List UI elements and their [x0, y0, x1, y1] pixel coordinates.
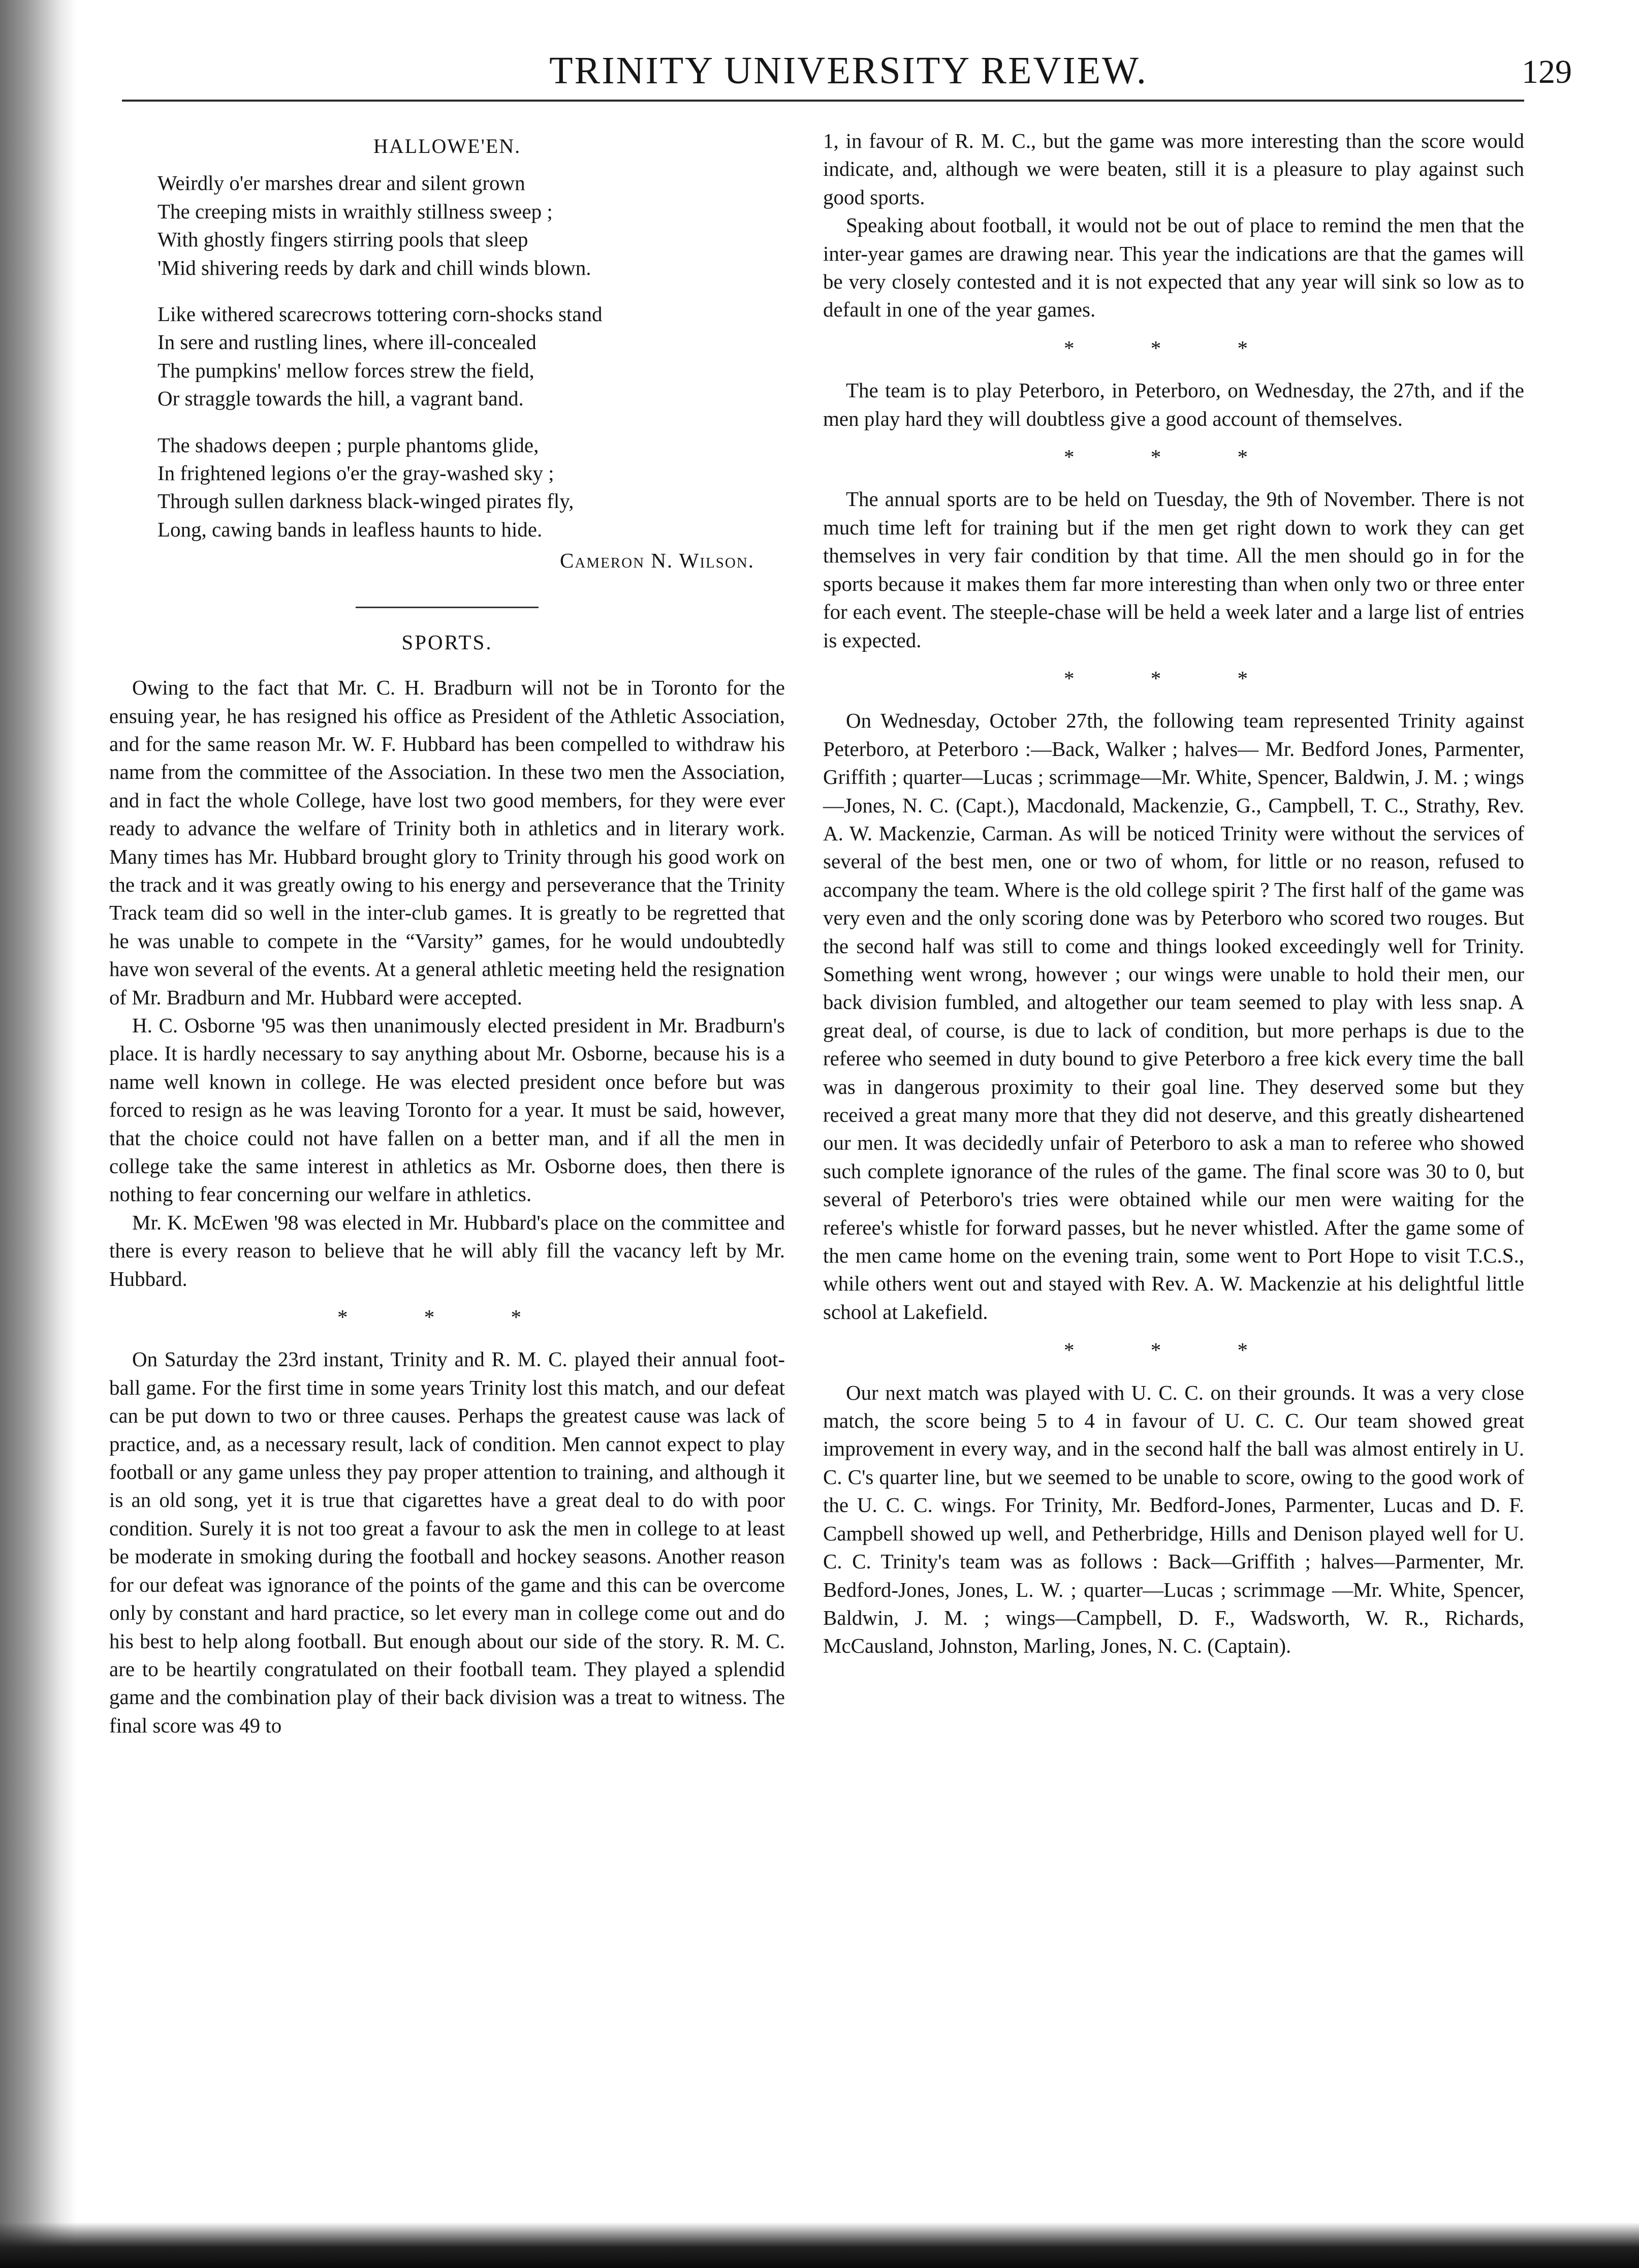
- asterism-separator: * * *: [337, 1305, 557, 1329]
- poem-line: Through sullen darkness black-winged pirates fly,: [157, 489, 574, 513]
- article-paragraph-continued: 1, in favour of R. M. C., but the game was more interesting than the score would indicate, and, although we were beaten, still it is a pleasure to play against such good sports.: [823, 129, 1524, 209]
- poem-line: Long, cawing bands in leafless haunts to hide.: [157, 517, 543, 541]
- article-paragraph: On Wednesday, October 27th, the following team represented Trinity against Peterboro, at Peterboro :—Back, Walker ; halves— Mr. Bedford Jones, Parmenter, Griffith ; quarter—Lucas ; scrimmage—Mr. White, Spencer, Baldwin, J. M. ; wings—Jones, N. C. (Capt.), Macdonald, Mackenzie, G., Campbell, T. C., Strathy, Rev. A. W. Mackenzie, Carman. As will be noticed Trinity were without the services of several of the best men, one or two of whom, for little or no reason, refused to accompany the team. Where is the old college spirit ? The first half of the game was very even and the only scoring done was by Peterboro who scored two rouges. But the second half was still to come and things looked exceedingly well for Trinity. Something went wrong, however ; our wings were unable to hold their men, our back division fumbled, and altogether our team seemed to play with less snap. A great deal, of course, is due to lack of condition, but more perhaps is due to the referee who seemed in duty bound to give Peterboro a free kick every time the ball was in dangerous proximity to their goal line. They deserved some but they received a great many more that they did not deserve, and this greatly disheartened our men. It was decidedly unfair of Peterboro to ask a man to referee who showed such complete ignorance of the rules of the game. The final score was 30 to 0, but several of Peterboro's tries were obtained while our men were waiting for the referee's whistle for forward passes, but he never whistled. After the game some of the men came home on the evening train, some went to Port Hope to visit T.C.S., while others went out and stayed with Rev. A. W. Mackenzie at his delightful little school at Lakefield.: [823, 709, 1524, 1324]
- article-paragraph: The team is to play Peterboro, in Peterboro, on Wednesday, the 27th, and if the men play hard they will doubtless give a good account of themselves.: [823, 379, 1524, 430]
- poem-line: In sere and rustling lines, where ill-concealed: [157, 330, 537, 354]
- poem-line: The creeping mists in wraithly stillness sweep ;: [157, 199, 553, 223]
- journal-title: TRINITY UNIVERSITY REVIEW.: [549, 49, 1148, 92]
- poem-line: Like withered scarecrows tottering corn-shocks stand: [157, 302, 603, 326]
- article-paragraph: Our next match was played with U. C. C. on their grounds. It was a very close match, the score being 5 to 4 in favour of U. C. C. Our team showed great improvement in every way, and in the second half the ball was almost entirely in U. C. C's quarter line, but we seemed to be unable to score, owing to the good work of the U. C. C. wings. For Trinity, Mr. Bedford-Jones, Parmenter, Lucas and D. F. Campbell showed up well, and Petherbridge, Hills and Denison played well for U. C. C. Trinity's team was as follows : Back—Griffith ; halves—Parmenter, Mr. Bedford-Jones, Jones, L. W. ; quarter—Lucas ; scrimmage —Mr. White, Spencer, Baldwin, J. M. ; wings—Campbell, D. F., Wadsworth, W. R., Richards, McCausland, Johnston, Marling, Jones, N. C. (Captain).: [823, 1380, 1524, 1658]
- asterism-separator: * * *: [1064, 445, 1283, 469]
- page-number: 129: [1522, 53, 1572, 90]
- header-rule: [122, 100, 1524, 102]
- section-title: SPORTS.: [401, 630, 493, 654]
- article-paragraph: Mr. K. McEwen '98 was elected in Mr. Hubbard's place on the committee and there is every reason to believe that he will ably fill the vacancy left by Mr. Hubbard.: [109, 1210, 785, 1290]
- asterism-separator: * * *: [1064, 336, 1283, 360]
- poem-line: 'Mid shivering reeds by dark and chill winds blown.: [157, 256, 591, 279]
- poem-line: Or straggle towards the hill, a vagrant band.: [157, 387, 524, 411]
- poem-line: The pumpkins' mellow forces strew the field,: [157, 358, 534, 382]
- poem-line: In frightened legions o'er the gray-washed sky ;: [157, 461, 554, 485]
- section-divider: [356, 607, 539, 608]
- article-paragraph: H. C. Osborne '95 was then unanimously elected president in Mr. Bradburn's place. It is hardly necessary to say anything about Mr. Osborne, because his is a name well known in college. He was elected president once before but was forced to resign as he was leaving Toronto for a year. It must be said, however, that the choice could not have fallen on a better man, and if all the men in college take the same interest in athletics as Mr. Osborne does, then there is nothing to fear concerning our welfare in athletics.: [109, 1013, 785, 1206]
- article-paragraph: Owing to the fact that Mr. C. H. Bradburn will not be in Toronto for the ensuing year, he has resigned his office as President of the Athletic Association, and for the same reason Mr. W. F. Hubbard has been compelled to withdraw his name from the committee of the Association. In these two men the Association, and in fact the whole College, have lost two good members, for they were ever ready to advance the welfare of Trinity both in athletics and in literary work. Many times has Mr. Hubbard brought glory to Trinity through his good work on the track and it was greatly owing to his energy and perseverance that the Trinity Track team did so well in the inter-club games. It is greatly to be regretted that he was unable to compete in the “Varsity” games, for he would undoubtedly have won several of the events. At a general athletic meeting held the resignation of Mr. Bradburn and Mr. Hubbard were accepted.: [109, 676, 785, 1009]
- right-column: [823, 127, 1524, 1660]
- poem-author: Cameron N. Wilson.: [560, 549, 754, 573]
- article-paragraph: On Saturday the 23rd instant, Trinity and R. M. C. played their annual foot-ball game. For the first time in some years Trinity lost this match, and our defeat can be put down to two or three causes. Perhaps the greatest cause was lack of practice, and, as a necessary result, lack of condition. Men cannot expect to play football or any game unless they pay proper attention to training, and although it is an old song, yet it is true that cigarettes have a great deal to do with poor condition. Surely it is not too great a favour to ask the men in college to at least be moderate in smoking during the football and hockey seasons. Another reason for our defeat was ignorance of the points of the game and this can be overcome only by constant and hard practice, so let every man in college come out and do his best to help along football. But enough about our side of the story. R. M. C. are to be heartily congratulated on their football team. They played a splendid game and the combination play of their back division was a treat to witness. The final score was 49 to: [109, 1347, 785, 1737]
- page-header: [102, 49, 1575, 105]
- page-bottom-shadow: [0, 2222, 1639, 2268]
- poem-line: With ghostly fingers stirring pools that sleep: [157, 228, 528, 251]
- poem-line: Weirdly o'er marshes drear and silent grown: [157, 171, 525, 195]
- poem-title: HALLOWE'EN.: [373, 135, 521, 158]
- poem-stanza: [109, 169, 785, 282]
- article-paragraph: Speaking about football, it would not be out of place to remind the men that the inter-year games are drawing near. This year the indications are that the games will be very closely contested and it is not expected that any year will sink so low as to default in one of the year games.: [823, 213, 1524, 322]
- poem-line: The shadows deepen ; purple phantoms glide,: [157, 433, 539, 457]
- asterism-separator: * * *: [1064, 666, 1283, 690]
- page-edge-shadow: [0, 0, 76, 2268]
- poem-stanza: [109, 300, 785, 413]
- article-paragraph: The annual sports are to be held on Tuesday, the 9th of November. There is not much time left for training but if the men get right down to work they can get themselves in very fair condition by that time. All the men should go in for the sports because it makes them far more interesting than when only two or three enter for each event. The steeple-chase will be held a week later and a large list of entries is expected.: [823, 487, 1524, 652]
- poem-stanza: [109, 431, 785, 544]
- left-column: [109, 127, 785, 1740]
- asterism-separator: * * *: [1064, 1338, 1283, 1362]
